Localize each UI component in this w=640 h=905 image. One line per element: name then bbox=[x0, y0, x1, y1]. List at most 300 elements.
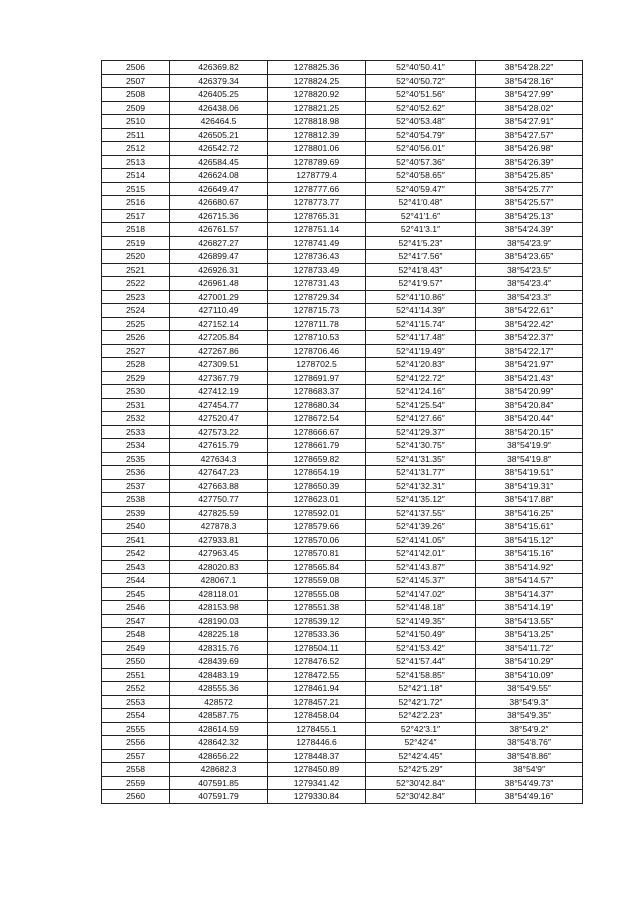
latitude-cell: 52°41′14.39″ bbox=[366, 304, 476, 318]
longitude-cell: 38°54′28.16″ bbox=[476, 74, 583, 88]
longitude-cell: 38°54′25.85″ bbox=[476, 169, 583, 183]
point-number-cell: 2506 bbox=[102, 61, 170, 75]
table-row bbox=[102, 74, 583, 88]
latitude-cell: 52°40′57.36″ bbox=[366, 155, 476, 169]
table-row bbox=[102, 479, 583, 493]
point-number-cell: 2507 bbox=[102, 74, 170, 88]
longitude-cell: 38°54′9.3″ bbox=[476, 695, 583, 709]
table-row bbox=[102, 466, 583, 480]
table-row bbox=[102, 277, 583, 291]
latitude-cell: 52°42′1.72″ bbox=[366, 695, 476, 709]
table-row bbox=[102, 182, 583, 196]
latitude-cell: 52°41′3.1″ bbox=[366, 223, 476, 237]
longitude-cell: 38°54′27.99″ bbox=[476, 88, 583, 102]
point-number-cell: 2552 bbox=[102, 682, 170, 696]
x-coordinate-cell: 428067.1 bbox=[170, 574, 268, 588]
latitude-cell: 52°40′54.79″ bbox=[366, 128, 476, 142]
longitude-cell: 38°54′8.76″ bbox=[476, 736, 583, 750]
point-number-cell: 2529 bbox=[102, 371, 170, 385]
y-coordinate-cell: 1278623.01 bbox=[268, 493, 366, 507]
table-row bbox=[102, 574, 583, 588]
table-row bbox=[102, 250, 583, 264]
point-number-cell: 2544 bbox=[102, 574, 170, 588]
latitude-cell: 52°40′51.56″ bbox=[366, 88, 476, 102]
longitude-cell: 38°54′28.02″ bbox=[476, 101, 583, 115]
y-coordinate-cell: 1278736.43 bbox=[268, 250, 366, 264]
point-number-cell: 2531 bbox=[102, 398, 170, 412]
longitude-cell: 38°54′22.61″ bbox=[476, 304, 583, 318]
table-row bbox=[102, 587, 583, 601]
y-coordinate-cell: 1278672.54 bbox=[268, 412, 366, 426]
latitude-cell: 52°42′4″ bbox=[366, 736, 476, 750]
longitude-cell: 38°54′22.42″ bbox=[476, 317, 583, 331]
table-row bbox=[102, 506, 583, 520]
longitude-cell: 38°54′11.72″ bbox=[476, 641, 583, 655]
x-coordinate-cell: 426624.08 bbox=[170, 169, 268, 183]
x-coordinate-cell: 427205.84 bbox=[170, 331, 268, 345]
table-row bbox=[102, 115, 583, 129]
point-number-cell: 2558 bbox=[102, 763, 170, 777]
y-coordinate-cell: 1278659.82 bbox=[268, 452, 366, 466]
coordinates-table bbox=[101, 60, 583, 804]
y-coordinate-cell: 1278533.36 bbox=[268, 628, 366, 642]
point-number-cell: 2514 bbox=[102, 169, 170, 183]
latitude-cell: 52°41′31.77″ bbox=[366, 466, 476, 480]
x-coordinate-cell: 427615.79 bbox=[170, 439, 268, 453]
point-number-cell: 2511 bbox=[102, 128, 170, 142]
x-coordinate-cell: 428555.36 bbox=[170, 682, 268, 696]
x-coordinate-cell: 426649.47 bbox=[170, 182, 268, 196]
latitude-cell: 52°41′49.35″ bbox=[366, 614, 476, 628]
latitude-cell: 52°41′29.37″ bbox=[366, 425, 476, 439]
y-coordinate-cell: 1278565.84 bbox=[268, 560, 366, 574]
latitude-cell: 52°41′27.66″ bbox=[366, 412, 476, 426]
x-coordinate-cell: 426464.5 bbox=[170, 115, 268, 129]
longitude-cell: 38°54′22.17″ bbox=[476, 344, 583, 358]
y-coordinate-cell: 1278711.78 bbox=[268, 317, 366, 331]
latitude-cell: 52°40′59.47″ bbox=[366, 182, 476, 196]
y-coordinate-cell: 1278683.37 bbox=[268, 385, 366, 399]
y-coordinate-cell: 1278570.81 bbox=[268, 547, 366, 561]
x-coordinate-cell: 427520.47 bbox=[170, 412, 268, 426]
table-row bbox=[102, 290, 583, 304]
latitude-cell: 52°41′9.57″ bbox=[366, 277, 476, 291]
coordinates-table-body bbox=[102, 61, 583, 804]
x-coordinate-cell: 407591.79 bbox=[170, 790, 268, 804]
longitude-cell: 38°54′23.4″ bbox=[476, 277, 583, 291]
latitude-cell: 52°40′58.65″ bbox=[366, 169, 476, 183]
longitude-cell: 38°54′27.91″ bbox=[476, 115, 583, 129]
y-coordinate-cell: 1278741.49 bbox=[268, 236, 366, 250]
longitude-cell: 38°54′14.19″ bbox=[476, 601, 583, 615]
table-row bbox=[102, 61, 583, 75]
latitude-cell: 52°41′53.42″ bbox=[366, 641, 476, 655]
point-number-cell: 2553 bbox=[102, 695, 170, 709]
y-coordinate-cell: 1278824.25 bbox=[268, 74, 366, 88]
point-number-cell: 2555 bbox=[102, 722, 170, 736]
latitude-cell: 52°41′20.83″ bbox=[366, 358, 476, 372]
longitude-cell: 38°54′13.55″ bbox=[476, 614, 583, 628]
x-coordinate-cell: 426542.72 bbox=[170, 142, 268, 156]
longitude-cell: 38°54′27.57″ bbox=[476, 128, 583, 142]
point-number-cell: 2560 bbox=[102, 790, 170, 804]
x-coordinate-cell: 426961.48 bbox=[170, 277, 268, 291]
x-coordinate-cell: 428439.69 bbox=[170, 655, 268, 669]
x-coordinate-cell: 426405.25 bbox=[170, 88, 268, 102]
y-coordinate-cell: 1278729.34 bbox=[268, 290, 366, 304]
latitude-cell: 52°41′24.16″ bbox=[366, 385, 476, 399]
table-row bbox=[102, 520, 583, 534]
x-coordinate-cell: 426761.57 bbox=[170, 223, 268, 237]
latitude-cell: 52°41′42.01″ bbox=[366, 547, 476, 561]
point-number-cell: 2522 bbox=[102, 277, 170, 291]
table-row bbox=[102, 776, 583, 790]
point-number-cell: 2527 bbox=[102, 344, 170, 358]
table-row bbox=[102, 88, 583, 102]
point-number-cell: 2545 bbox=[102, 587, 170, 601]
longitude-cell: 38°54′14.37″ bbox=[476, 587, 583, 601]
table-row bbox=[102, 425, 583, 439]
table-row bbox=[102, 655, 583, 669]
longitude-cell: 38°54′9.55″ bbox=[476, 682, 583, 696]
latitude-cell: 52°41′45.37″ bbox=[366, 574, 476, 588]
latitude-cell: 52°30′42.84″ bbox=[366, 776, 476, 790]
x-coordinate-cell: 426369.82 bbox=[170, 61, 268, 75]
point-number-cell: 2508 bbox=[102, 88, 170, 102]
longitude-cell: 38°54′13.25″ bbox=[476, 628, 583, 642]
longitude-cell: 38°54′25.77″ bbox=[476, 182, 583, 196]
table-row bbox=[102, 236, 583, 250]
point-number-cell: 2526 bbox=[102, 331, 170, 345]
y-coordinate-cell: 1278446.6 bbox=[268, 736, 366, 750]
latitude-cell: 52°40′52.62″ bbox=[366, 101, 476, 115]
longitude-cell: 38°54′20.15″ bbox=[476, 425, 583, 439]
table-row bbox=[102, 412, 583, 426]
latitude-cell: 52°41′8.43″ bbox=[366, 263, 476, 277]
table-row bbox=[102, 169, 583, 183]
point-number-cell: 2556 bbox=[102, 736, 170, 750]
point-number-cell: 2540 bbox=[102, 520, 170, 534]
table-row bbox=[102, 358, 583, 372]
x-coordinate-cell: 426715.36 bbox=[170, 209, 268, 223]
point-number-cell: 2559 bbox=[102, 776, 170, 790]
y-coordinate-cell: 1278691.97 bbox=[268, 371, 366, 385]
y-coordinate-cell: 1278751.14 bbox=[268, 223, 366, 237]
y-coordinate-cell: 1278706.46 bbox=[268, 344, 366, 358]
y-coordinate-cell: 1278654.19 bbox=[268, 466, 366, 480]
longitude-cell: 38°54′20.99″ bbox=[476, 385, 583, 399]
table-row bbox=[102, 263, 583, 277]
table-row bbox=[102, 385, 583, 399]
latitude-cell: 52°41′57.44″ bbox=[366, 655, 476, 669]
x-coordinate-cell: 427647.23 bbox=[170, 466, 268, 480]
table-row bbox=[102, 155, 583, 169]
latitude-cell: 52°41′7.56″ bbox=[366, 250, 476, 264]
table-row bbox=[102, 614, 583, 628]
table-row bbox=[102, 317, 583, 331]
point-number-cell: 2536 bbox=[102, 466, 170, 480]
x-coordinate-cell: 428572 bbox=[170, 695, 268, 709]
x-coordinate-cell: 427001.29 bbox=[170, 290, 268, 304]
x-coordinate-cell: 427750.77 bbox=[170, 493, 268, 507]
point-number-cell: 2517 bbox=[102, 209, 170, 223]
longitude-cell: 38°54′26.39″ bbox=[476, 155, 583, 169]
point-number-cell: 2513 bbox=[102, 155, 170, 169]
longitude-cell: 38°54′21.97″ bbox=[476, 358, 583, 372]
point-number-cell: 2520 bbox=[102, 250, 170, 264]
latitude-cell: 52°41′19.49″ bbox=[366, 344, 476, 358]
x-coordinate-cell: 428483.19 bbox=[170, 668, 268, 682]
longitude-cell: 38°54′15.61″ bbox=[476, 520, 583, 534]
longitude-cell: 38°54′15.12″ bbox=[476, 533, 583, 547]
point-number-cell: 2554 bbox=[102, 709, 170, 723]
table-row bbox=[102, 223, 583, 237]
longitude-cell: 38°54′22.37″ bbox=[476, 331, 583, 345]
table-row bbox=[102, 101, 583, 115]
y-coordinate-cell: 1278559.08 bbox=[268, 574, 366, 588]
point-number-cell: 2515 bbox=[102, 182, 170, 196]
point-number-cell: 2535 bbox=[102, 452, 170, 466]
point-number-cell: 2550 bbox=[102, 655, 170, 669]
x-coordinate-cell: 428315.76 bbox=[170, 641, 268, 655]
latitude-cell: 52°41′25.54″ bbox=[366, 398, 476, 412]
y-coordinate-cell: 1278650.39 bbox=[268, 479, 366, 493]
y-coordinate-cell: 1278702.5 bbox=[268, 358, 366, 372]
y-coordinate-cell: 1278455.1 bbox=[268, 722, 366, 736]
latitude-cell: 52°41′15.74″ bbox=[366, 317, 476, 331]
point-number-cell: 2512 bbox=[102, 142, 170, 156]
x-coordinate-cell: 428020.83 bbox=[170, 560, 268, 574]
longitude-cell: 38°54′8.86″ bbox=[476, 749, 583, 763]
latitude-cell: 52°40′53.48″ bbox=[366, 115, 476, 129]
y-coordinate-cell: 1278661.79 bbox=[268, 439, 366, 453]
point-number-cell: 2525 bbox=[102, 317, 170, 331]
point-number-cell: 2518 bbox=[102, 223, 170, 237]
x-coordinate-cell: 426926.31 bbox=[170, 263, 268, 277]
y-coordinate-cell: 1278539.12 bbox=[268, 614, 366, 628]
point-number-cell: 2557 bbox=[102, 749, 170, 763]
x-coordinate-cell: 427663.88 bbox=[170, 479, 268, 493]
longitude-cell: 38°54′23.5″ bbox=[476, 263, 583, 277]
y-coordinate-cell: 1278779.4 bbox=[268, 169, 366, 183]
y-coordinate-cell: 1278820.92 bbox=[268, 88, 366, 102]
table-row bbox=[102, 304, 583, 318]
point-number-cell: 2538 bbox=[102, 493, 170, 507]
x-coordinate-cell: 428642.32 bbox=[170, 736, 268, 750]
longitude-cell: 38°54′21.43″ bbox=[476, 371, 583, 385]
latitude-cell: 52°40′50.41″ bbox=[366, 61, 476, 75]
table-row bbox=[102, 790, 583, 804]
y-coordinate-cell: 1278551.38 bbox=[268, 601, 366, 615]
x-coordinate-cell: 426827.27 bbox=[170, 236, 268, 250]
table-row bbox=[102, 398, 583, 412]
point-number-cell: 2524 bbox=[102, 304, 170, 318]
table-row bbox=[102, 344, 583, 358]
y-coordinate-cell: 1278773.77 bbox=[268, 196, 366, 210]
longitude-cell: 38°54′20.84″ bbox=[476, 398, 583, 412]
y-coordinate-cell: 1278450.89 bbox=[268, 763, 366, 777]
longitude-cell: 38°54′19.8″ bbox=[476, 452, 583, 466]
y-coordinate-cell: 1278555.08 bbox=[268, 587, 366, 601]
point-number-cell: 2534 bbox=[102, 439, 170, 453]
latitude-cell: 52°41′30.75″ bbox=[366, 439, 476, 453]
x-coordinate-cell: 428587.75 bbox=[170, 709, 268, 723]
table-row bbox=[102, 763, 583, 777]
x-coordinate-cell: 427267.86 bbox=[170, 344, 268, 358]
latitude-cell: 52°41′50.49″ bbox=[366, 628, 476, 642]
y-coordinate-cell: 1279341.42 bbox=[268, 776, 366, 790]
longitude-cell: 38°54′23.3″ bbox=[476, 290, 583, 304]
x-coordinate-cell: 427963.45 bbox=[170, 547, 268, 561]
latitude-cell: 52°42′5.29″ bbox=[366, 763, 476, 777]
x-coordinate-cell: 427825.59 bbox=[170, 506, 268, 520]
latitude-cell: 52°42′3.1″ bbox=[366, 722, 476, 736]
point-number-cell: 2546 bbox=[102, 601, 170, 615]
table-row bbox=[102, 371, 583, 385]
x-coordinate-cell: 407591.85 bbox=[170, 776, 268, 790]
x-coordinate-cell: 427412.19 bbox=[170, 385, 268, 399]
longitude-cell: 38°54′26.98″ bbox=[476, 142, 583, 156]
x-coordinate-cell: 426584.45 bbox=[170, 155, 268, 169]
point-number-cell: 2549 bbox=[102, 641, 170, 655]
longitude-cell: 38°54′28.22″ bbox=[476, 61, 583, 75]
table-row bbox=[102, 547, 583, 561]
table-row bbox=[102, 142, 583, 156]
point-number-cell: 2533 bbox=[102, 425, 170, 439]
longitude-cell: 38°54′14.92″ bbox=[476, 560, 583, 574]
longitude-cell: 38°54′9.2″ bbox=[476, 722, 583, 736]
longitude-cell: 38°54′10.09″ bbox=[476, 668, 583, 682]
table-row bbox=[102, 722, 583, 736]
point-number-cell: 2548 bbox=[102, 628, 170, 642]
longitude-cell: 38°54′17.88″ bbox=[476, 493, 583, 507]
point-number-cell: 2551 bbox=[102, 668, 170, 682]
x-coordinate-cell: 428153.98 bbox=[170, 601, 268, 615]
longitude-cell: 38°54′24.39″ bbox=[476, 223, 583, 237]
latitude-cell: 52°41′48.18″ bbox=[366, 601, 476, 615]
longitude-cell: 38°54′9.35″ bbox=[476, 709, 583, 723]
y-coordinate-cell: 1278821.25 bbox=[268, 101, 366, 115]
latitude-cell: 52°41′32.31″ bbox=[366, 479, 476, 493]
longitude-cell: 38°54′10.29″ bbox=[476, 655, 583, 669]
x-coordinate-cell: 427878.3 bbox=[170, 520, 268, 534]
point-number-cell: 2539 bbox=[102, 506, 170, 520]
y-coordinate-cell: 1278666.67 bbox=[268, 425, 366, 439]
longitude-cell: 38°54′20.44″ bbox=[476, 412, 583, 426]
x-coordinate-cell: 427110.49 bbox=[170, 304, 268, 318]
y-coordinate-cell: 1278731.43 bbox=[268, 277, 366, 291]
y-coordinate-cell: 1278476.52 bbox=[268, 655, 366, 669]
point-number-cell: 2541 bbox=[102, 533, 170, 547]
latitude-cell: 52°41′37.55″ bbox=[366, 506, 476, 520]
x-coordinate-cell: 428118.01 bbox=[170, 587, 268, 601]
x-coordinate-cell: 428656.22 bbox=[170, 749, 268, 763]
latitude-cell: 52°41′58.85″ bbox=[366, 668, 476, 682]
table-row bbox=[102, 560, 583, 574]
latitude-cell: 52°41′10.86″ bbox=[366, 290, 476, 304]
table-row bbox=[102, 493, 583, 507]
y-coordinate-cell: 1278801.06 bbox=[268, 142, 366, 156]
x-coordinate-cell: 427309.51 bbox=[170, 358, 268, 372]
latitude-cell: 52°40′56.01″ bbox=[366, 142, 476, 156]
latitude-cell: 52°41′0.48″ bbox=[366, 196, 476, 210]
table-row bbox=[102, 668, 583, 682]
x-coordinate-cell: 427573.22 bbox=[170, 425, 268, 439]
y-coordinate-cell: 1278825.36 bbox=[268, 61, 366, 75]
point-number-cell: 2510 bbox=[102, 115, 170, 129]
latitude-cell: 52°41′47.02″ bbox=[366, 587, 476, 601]
x-coordinate-cell: 426379.34 bbox=[170, 74, 268, 88]
y-coordinate-cell: 1278579.66 bbox=[268, 520, 366, 534]
latitude-cell: 52°41′17.48″ bbox=[366, 331, 476, 345]
table-row bbox=[102, 452, 583, 466]
table-row bbox=[102, 628, 583, 642]
x-coordinate-cell: 426899.47 bbox=[170, 250, 268, 264]
y-coordinate-cell: 1279330.84 bbox=[268, 790, 366, 804]
longitude-cell: 38°54′25.13″ bbox=[476, 209, 583, 223]
y-coordinate-cell: 1278680.34 bbox=[268, 398, 366, 412]
x-coordinate-cell: 428682.3 bbox=[170, 763, 268, 777]
y-coordinate-cell: 1278777.66 bbox=[268, 182, 366, 196]
latitude-cell: 52°40′50.72″ bbox=[366, 74, 476, 88]
y-coordinate-cell: 1278458.04 bbox=[268, 709, 366, 723]
latitude-cell: 52°41′22.72″ bbox=[366, 371, 476, 385]
point-number-cell: 2547 bbox=[102, 614, 170, 628]
longitude-cell: 38°54′9″ bbox=[476, 763, 583, 777]
point-number-cell: 2528 bbox=[102, 358, 170, 372]
longitude-cell: 38°54′15.16″ bbox=[476, 547, 583, 561]
table-row bbox=[102, 736, 583, 750]
x-coordinate-cell: 426505.21 bbox=[170, 128, 268, 142]
point-number-cell: 2537 bbox=[102, 479, 170, 493]
longitude-cell: 38°54′16.25″ bbox=[476, 506, 583, 520]
longitude-cell: 38°54′25.57″ bbox=[476, 196, 583, 210]
point-number-cell: 2516 bbox=[102, 196, 170, 210]
y-coordinate-cell: 1278570.06 bbox=[268, 533, 366, 547]
table-row bbox=[102, 128, 583, 142]
point-number-cell: 2543 bbox=[102, 560, 170, 574]
y-coordinate-cell: 1278812.39 bbox=[268, 128, 366, 142]
x-coordinate-cell: 428225.18 bbox=[170, 628, 268, 642]
longitude-cell: 38°54′49.73″ bbox=[476, 776, 583, 790]
point-number-cell: 2521 bbox=[102, 263, 170, 277]
x-coordinate-cell: 428614.59 bbox=[170, 722, 268, 736]
x-coordinate-cell: 426438.06 bbox=[170, 101, 268, 115]
table-row bbox=[102, 601, 583, 615]
table-row bbox=[102, 533, 583, 547]
point-number-cell: 2519 bbox=[102, 236, 170, 250]
y-coordinate-cell: 1278592.01 bbox=[268, 506, 366, 520]
x-coordinate-cell: 427367.79 bbox=[170, 371, 268, 385]
y-coordinate-cell: 1278789.69 bbox=[268, 155, 366, 169]
y-coordinate-cell: 1278472.55 bbox=[268, 668, 366, 682]
y-coordinate-cell: 1278733.49 bbox=[268, 263, 366, 277]
longitude-cell: 38°54′49.16″ bbox=[476, 790, 583, 804]
y-coordinate-cell: 1278448.37 bbox=[268, 749, 366, 763]
table-row bbox=[102, 196, 583, 210]
latitude-cell: 52°42′4.45″ bbox=[366, 749, 476, 763]
y-coordinate-cell: 1278715.73 bbox=[268, 304, 366, 318]
latitude-cell: 52°41′5.23″ bbox=[366, 236, 476, 250]
x-coordinate-cell: 427152.14 bbox=[170, 317, 268, 331]
latitude-cell: 52°42′1.18″ bbox=[366, 682, 476, 696]
table-row bbox=[102, 331, 583, 345]
y-coordinate-cell: 1278461.94 bbox=[268, 682, 366, 696]
table-row bbox=[102, 439, 583, 453]
latitude-cell: 52°41′39.26″ bbox=[366, 520, 476, 534]
longitude-cell: 38°54′19.9″ bbox=[476, 439, 583, 453]
table-row bbox=[102, 641, 583, 655]
